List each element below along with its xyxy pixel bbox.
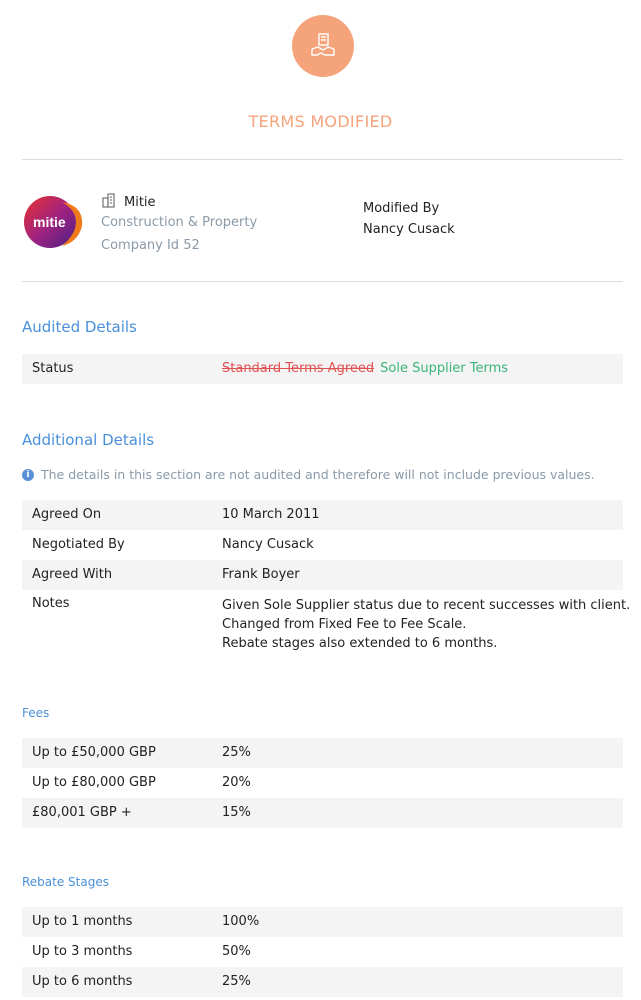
modified-by-name: Nancy Cusack: [363, 222, 455, 237]
row-label: Up to 6 months: [32, 974, 133, 989]
table-row: [22, 530, 623, 560]
notes-label: Notes: [32, 596, 70, 611]
divider: [22, 281, 623, 282]
page-title: TERMS MODIFIED: [248, 112, 393, 131]
status-old-value: Standard Terms Agreed: [222, 361, 375, 376]
divider: [22, 159, 623, 160]
row-label: Up to 3 months: [32, 944, 133, 959]
table-row: [22, 768, 623, 798]
row-value: Nancy Cusack: [222, 537, 314, 552]
row-label: Up to £80,000 GBP: [32, 775, 156, 790]
notes-line: Given Sole Supplier status due to recent successes with client.: [222, 598, 631, 613]
row-value: 20%: [222, 775, 251, 790]
row-value: Frank Boyer: [222, 567, 300, 582]
row-label: Agreed With: [32, 567, 113, 582]
table-row: [22, 967, 623, 997]
info-text: The details in this section are not audited and therefore will not include previous values.: [41, 467, 595, 482]
status-row: [22, 354, 623, 384]
company-id: Company Id 52: [101, 238, 200, 253]
company-name[interactable]: Mitie: [124, 195, 156, 210]
notes-line: Changed from Fixed Fee to Fee Scale.: [222, 617, 467, 632]
table-row: [22, 738, 623, 768]
modified-by-label: Modified By: [363, 201, 440, 216]
row-value: 25%: [222, 745, 251, 760]
handshake-document-icon: [292, 15, 354, 77]
fees-title: Fees: [22, 706, 50, 720]
status-label: Status: [32, 361, 74, 376]
table-row: [22, 937, 623, 967]
row-value: 25%: [222, 974, 251, 989]
row-value: 10 March 2011: [222, 507, 320, 522]
info-note: [22, 467, 595, 482]
table-row: [22, 798, 623, 828]
row-value: 100%: [222, 914, 260, 929]
row-label: Up to 1 months: [32, 914, 133, 929]
row-label: Agreed On: [32, 507, 102, 522]
company-sector: Construction & Property: [101, 215, 258, 230]
svg-text:mitie: mitie: [33, 214, 66, 230]
table-row: [22, 560, 623, 590]
table-row: [22, 907, 623, 937]
additional-details-title: Additional Details: [22, 431, 155, 449]
company-logo: [22, 196, 84, 248]
row-value: 15%: [222, 805, 251, 820]
status-value: [222, 361, 508, 376]
notes-line: Rebate stages also extended to 6 months.: [222, 636, 498, 651]
table-row: [22, 500, 623, 530]
row-label: Negotiated By: [32, 537, 125, 552]
building-icon: [102, 193, 116, 208]
row-value: 50%: [222, 944, 251, 959]
status-new-value: Sole Supplier Terms: [380, 361, 509, 376]
rebate-stages-title: Rebate Stages: [22, 875, 109, 889]
row-label: £80,001 GBP +: [32, 805, 132, 820]
row-label: Up to £50,000 GBP: [32, 745, 156, 760]
info-icon: i: [22, 469, 34, 481]
notes-text: [222, 596, 630, 653]
audited-details-title: Audited Details: [22, 318, 137, 336]
